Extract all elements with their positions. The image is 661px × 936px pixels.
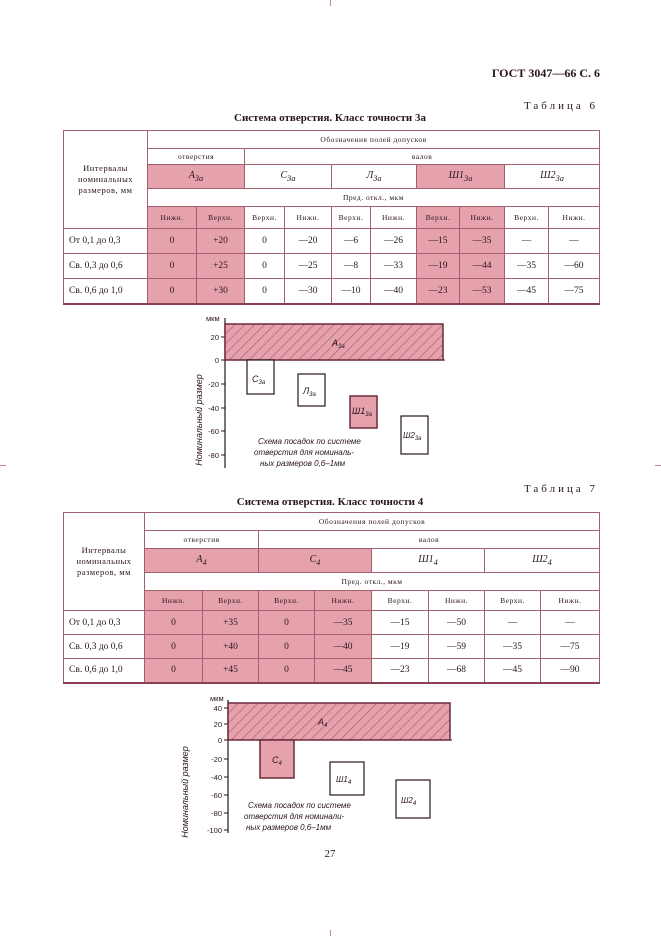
table7-field-a: $A_4$	[145, 549, 259, 573]
table-cell: —35	[505, 254, 549, 279]
table7-col-header: Нижн.	[541, 591, 600, 611]
table7-rowhead: Интервалы номинальных размеров, мм	[64, 513, 145, 611]
table-cell: —50	[429, 611, 485, 635]
table7-col-header: Верхн.	[259, 591, 315, 611]
table-cell: —75	[541, 635, 600, 659]
table-cell: —35	[485, 635, 541, 659]
table7-fields-header: Обозначения полей допусков	[145, 513, 600, 531]
diagram7-box-sh2-label: $Ш2_4$	[401, 796, 417, 807]
table-cell: —53	[460, 279, 505, 304]
tick-label: -20	[211, 755, 222, 764]
edge-tick	[0, 465, 6, 466]
table-row	[64, 279, 600, 304]
table-cell: —20	[285, 229, 332, 254]
table6-title: Система отверстия. Класс точности 3а	[234, 112, 426, 124]
tick-label: -40	[211, 773, 222, 782]
diagram7-box-c-label: $C_4$	[272, 755, 282, 767]
row-label: От 0,1 до 0,3	[64, 229, 148, 254]
table-cell: —15	[372, 611, 429, 635]
diagram7	[150, 692, 470, 842]
tick-label: 0	[217, 736, 222, 745]
table-cell: —68	[429, 659, 485, 683]
edge-tick	[330, 0, 331, 6]
tick-label: 40	[213, 704, 222, 713]
table-cell: 0	[245, 229, 285, 254]
table-cell: 0	[259, 635, 315, 659]
table-cell: —26	[371, 229, 417, 254]
table-cell: —19	[417, 254, 460, 279]
table7-label: Таблица 7	[523, 483, 598, 495]
table-cell: —35	[460, 229, 505, 254]
table-cell: —	[485, 611, 541, 635]
note-line: Схема посадок по системе	[258, 437, 361, 446]
diagram6-axis-title: Номинальный размер	[194, 374, 204, 466]
note-line: ных размеров 0,6–1мм	[260, 459, 346, 468]
diagram7-note	[244, 801, 351, 832]
table6-field-l: $Л_{3а}$	[332, 165, 417, 189]
tick-label: -100	[206, 826, 222, 835]
table6-field-a: $A_{3а}$	[148, 165, 245, 189]
table-cell: —75	[549, 279, 600, 304]
table-cell: —	[541, 611, 600, 635]
table-cell: —60	[549, 254, 600, 279]
table-cell: —90	[541, 659, 600, 683]
table-cell: 0	[148, 229, 197, 254]
table-cell: —35	[315, 611, 372, 635]
table-cell: —8	[332, 254, 371, 279]
table7-field-sh1: $Ш1_4$	[372, 549, 485, 573]
diagram7-unit: мкм	[210, 694, 224, 703]
table-cell: —44	[460, 254, 505, 279]
table-cell: —23	[372, 659, 429, 683]
table-row	[64, 635, 600, 659]
table-cell: 0	[148, 254, 197, 279]
tick-label: -80	[208, 451, 219, 460]
table-cell: 0	[245, 254, 285, 279]
table7-col-header: Нижн.	[315, 591, 372, 611]
table6-field-c: $C_{3а}$	[245, 165, 332, 189]
tick-label: 20	[213, 720, 222, 729]
table6-shafts-label: валов	[245, 149, 600, 165]
table-cell: —40	[371, 279, 417, 304]
table7-col-header: Нижн.	[429, 591, 485, 611]
table-cell: +20	[197, 229, 245, 254]
table-cell: —6	[332, 229, 371, 254]
tick-label: 0	[214, 356, 219, 365]
tick-label: -40	[208, 404, 219, 413]
table-row	[64, 229, 600, 254]
table-cell: —40	[315, 635, 372, 659]
diagram6-box-c-label: $C_{3а}$	[252, 374, 266, 386]
table7-col-header: Нижн.	[145, 591, 203, 611]
page-number: 27	[324, 848, 336, 860]
tick-label: -60	[208, 427, 219, 436]
table-cell: 0	[259, 611, 315, 635]
table6-col-header: Верхн.	[197, 207, 245, 229]
diagram6-unit: мкм	[206, 314, 220, 323]
table-cell: —45	[505, 279, 549, 304]
table-cell: 0	[259, 659, 315, 683]
table6-col-header: Верхн.	[245, 207, 285, 229]
table-row	[64, 254, 600, 279]
table7-col-header: Верхн.	[372, 591, 429, 611]
table-cell: —59	[429, 635, 485, 659]
note-line: отверстия для номинали-	[244, 812, 345, 821]
table6-holes-label: отверстия	[148, 149, 245, 165]
table7-pred-label: Пред. откл., мкм	[145, 573, 600, 591]
edge-tick	[655, 465, 661, 466]
row-label: Св. 0,6 до 1,0	[64, 659, 145, 683]
table-cell: —23	[417, 279, 460, 304]
tick-label: -60	[211, 791, 222, 800]
tick-label: -20	[208, 380, 219, 389]
table-row	[64, 659, 600, 683]
table6-pred-label: Пред. откл., мкм	[148, 189, 600, 207]
diagram6-box-sh2-label: $Ш2_{3а}$	[403, 431, 422, 442]
table-cell: —45	[315, 659, 372, 683]
table-cell: —19	[372, 635, 429, 659]
edge-tick	[330, 930, 331, 936]
diagram7-box-sh1-label: $Ш1_4$	[336, 775, 352, 786]
row-label: Св. 0,3 до 0,6	[64, 635, 145, 659]
table6-fields-header: Обозначения полей допусков	[148, 131, 600, 149]
table7-col-header: Верхн.	[485, 591, 541, 611]
table-cell: 0	[145, 635, 203, 659]
table7-holes-label: отверстия	[145, 531, 259, 549]
table-cell: +25	[197, 254, 245, 279]
note-line: ных размеров 0,6–1мм	[246, 823, 332, 832]
table6-field-sh2: $Ш2_{3а}$	[505, 165, 600, 189]
tick-label: 20	[210, 333, 219, 342]
note-line: отверстия для номиналь-	[254, 448, 354, 457]
diagram7-box-a-label: $A_4$	[318, 717, 328, 729]
table6-col-header: Верхн.	[505, 207, 549, 229]
diagram6	[150, 310, 470, 475]
table-cell: —25	[285, 254, 332, 279]
table-cell: —15	[417, 229, 460, 254]
table-row	[64, 611, 600, 635]
table-cell: —33	[371, 254, 417, 279]
table6-col-header: Верхн.	[417, 207, 460, 229]
table6-field-sh1: $Ш1_{3а}$	[417, 165, 505, 189]
table-cell: —10	[332, 279, 371, 304]
table7-col-header: Верхн.	[203, 591, 259, 611]
diagram6-note	[254, 437, 361, 468]
table6-col-header: Верхн.	[332, 207, 371, 229]
tick-label: -80	[211, 809, 222, 818]
diagram6-box-a-label: $A_{3а}$	[332, 338, 345, 350]
diagram7-box-a	[228, 703, 450, 740]
diagram7-axis-title: Номинальный размер	[180, 746, 190, 838]
table-cell: +45	[203, 659, 259, 683]
table6	[63, 130, 600, 305]
table6-label: Таблица 6	[523, 100, 598, 112]
table6-col-header: Нижн.	[148, 207, 197, 229]
table-cell: 0	[245, 279, 285, 304]
diagram6-ticks	[208, 333, 225, 460]
table7-title: Система отверстия. Класс точности 4	[236, 496, 424, 508]
table-cell: 0	[148, 279, 197, 304]
diagram6-box-l-label: $Л_{3а}$	[303, 386, 316, 398]
note-line: Схема посадок по системе	[248, 801, 351, 810]
table7	[63, 512, 600, 684]
table-cell: —	[549, 229, 600, 254]
row-label: Св. 0,3 до 0,6	[64, 254, 148, 279]
row-label: От 0,1 до 0,3	[64, 611, 145, 635]
table-cell: —30	[285, 279, 332, 304]
table7-field-sh2: $Ш2_4$	[485, 549, 600, 573]
table-cell: 0	[145, 659, 203, 683]
table7-field-c: $C_4$	[259, 549, 372, 573]
table6-col-header: Нижн.	[371, 207, 417, 229]
table6-col-header: Нижн.	[549, 207, 600, 229]
table6-col-header: Нижн.	[285, 207, 332, 229]
table-cell: +40	[203, 635, 259, 659]
table-cell: —45	[485, 659, 541, 683]
table-cell: —	[505, 229, 549, 254]
diagram6-box-sh1-label: $Ш1_{3а}$	[352, 406, 372, 418]
table7-shafts-label: валов	[259, 531, 600, 549]
table-cell: +30	[197, 279, 245, 304]
page-header: ГОСТ 3047—66 С. 6	[491, 66, 600, 80]
table-cell: +35	[203, 611, 259, 635]
table-cell: 0	[145, 611, 203, 635]
table6-rowhead: Интервалы номинальных размеров, мм	[64, 131, 148, 229]
row-label: Св. 0,6 до 1,0	[64, 279, 148, 304]
table6-col-header: Нижн.	[460, 207, 505, 229]
diagram7-ticks	[207, 704, 228, 835]
